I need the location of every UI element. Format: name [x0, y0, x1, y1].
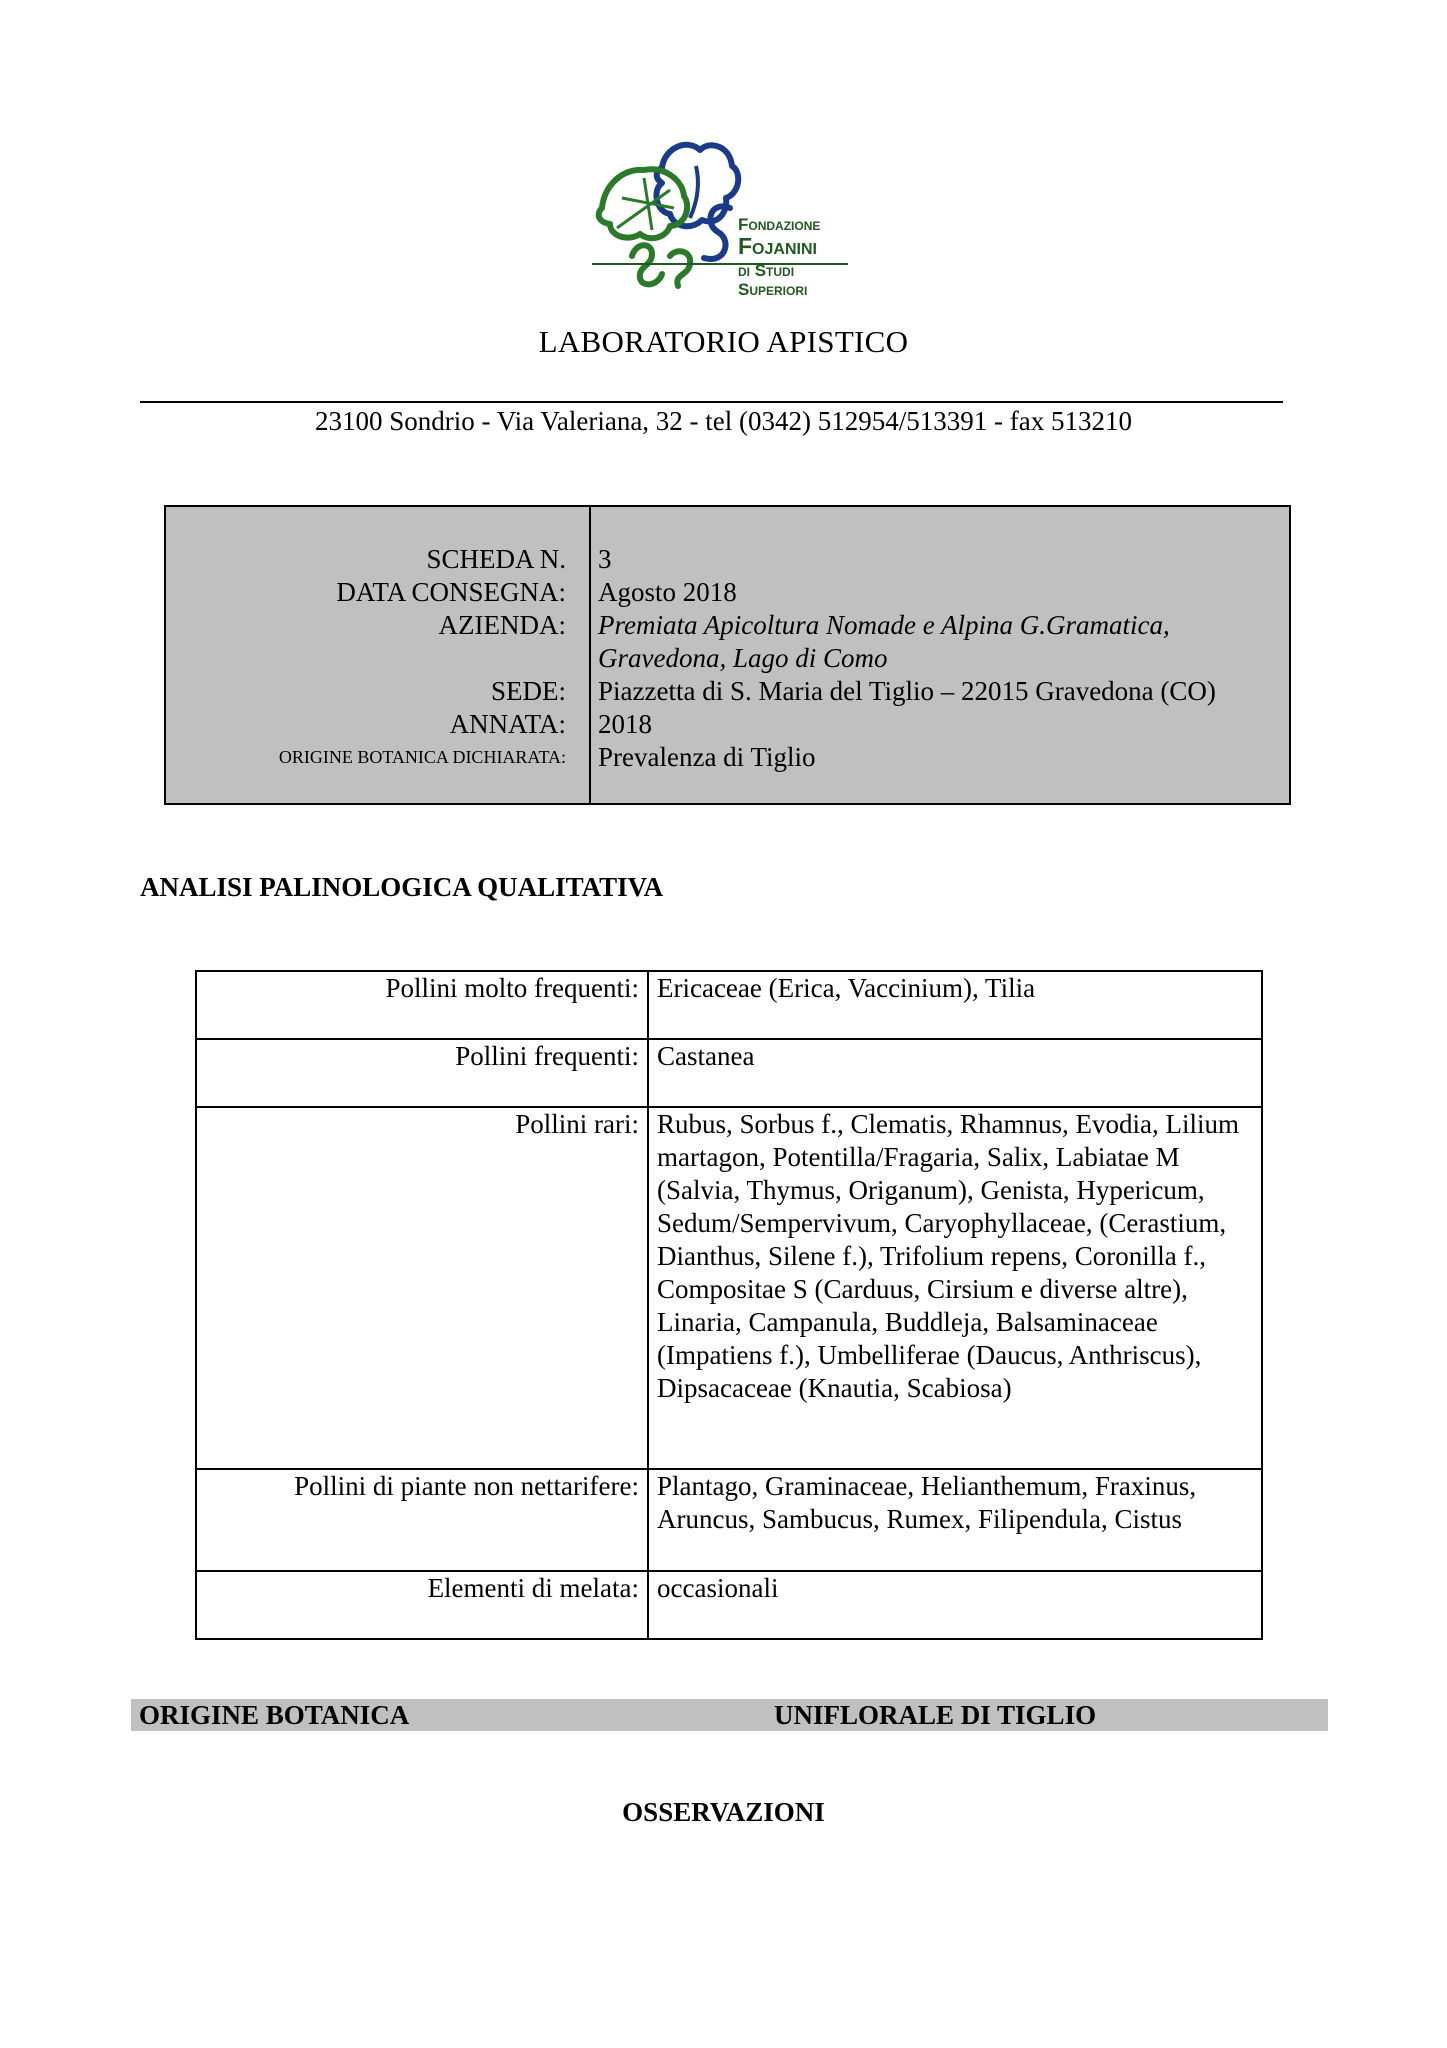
data-consegna-label: DATA CONSEGNA:: [336, 577, 566, 607]
observations-title: OSSERVAZIONI: [622, 1797, 825, 1827]
row-value: Plantago, Graminaceae, Helianthemum, Fraxinus, Aruncus, Sambucus, Rumex, Filipendula, Cistus: [648, 1469, 1262, 1571]
azienda-value-line1: Premiata Apicoltura Nomade e Alpina G.Gramatica,: [598, 610, 1170, 640]
origin-label: ORIGINE BOTANICA: [139, 1700, 410, 1730]
origine-dichiarata-value: Prevalenza di Tiglio: [598, 742, 816, 772]
annata-value: 2018: [598, 709, 652, 739]
table-row: [196, 971, 1262, 1039]
logo-line-4: Superiori: [738, 280, 808, 299]
info-row-sede: [166, 675, 1289, 708]
row-label: Pollini di piante non nettarifere:: [196, 1469, 648, 1571]
info-row-origine: [166, 741, 1289, 774]
table-row: [196, 1469, 1262, 1571]
data-consegna-value: Agosto 2018: [598, 577, 737, 607]
logo-line-1: Fondazione: [738, 215, 821, 234]
row-label: Elementi di melata:: [196, 1571, 648, 1639]
origine-dichiarata-label: ORIGINE BOTANICA DICHIARATA:: [278, 747, 566, 767]
info-row-azienda: [166, 609, 1289, 642]
origin-value: UNIFLORALE DI TIGLIO: [774, 1700, 1097, 1730]
lab-address: 23100 Sondrio - Via Valeriana, 32 - tel (0342) 512954/513391 - fax 513210: [314, 406, 1132, 436]
annata-label: ANNATA:: [449, 709, 566, 739]
scheda-label: SCHEDA N.: [426, 544, 566, 574]
table-row: [196, 1571, 1262, 1639]
lab-title: LABORATORIO APISTICO: [538, 324, 909, 359]
leaf-logo-icon: [592, 138, 742, 298]
botanical-origin-bar: [131, 1699, 1328, 1731]
scheda-value: 3: [598, 544, 612, 574]
pollen-analysis-table: [195, 970, 1263, 1640]
row-label: Pollini frequenti:: [196, 1039, 648, 1107]
row-label: Pollini rari:: [196, 1107, 648, 1469]
row-value: Ericaceae (Erica, Vaccinium), Tilia: [648, 971, 1262, 1039]
row-value: occasionali: [648, 1571, 1262, 1639]
info-row-azienda-cont: [166, 642, 1289, 675]
azienda-value-line2: Gravedona, Lago di Como: [598, 643, 888, 673]
row-value: Castanea: [648, 1039, 1262, 1107]
azienda-label: AZIENDA:: [438, 610, 566, 640]
info-row-scheda: [166, 543, 1289, 576]
foundation-logo: [592, 138, 852, 298]
logo-wordmark: [738, 216, 820, 298]
sede-label: SEDE:: [490, 676, 566, 706]
header-divider: [140, 401, 1283, 403]
logo-line-2: Fojanini: [738, 233, 817, 259]
info-row-data: [166, 576, 1289, 609]
sample-info-box: [164, 505, 1291, 805]
row-value: Rubus, Sorbus f., Clematis, Rhamnus, Evodia, Lilium martagon, Potentilla/Fragaria, Salix, Labiatae M (Salvia, Thymus, Origanum), Genista, Hypericum, Sedum/Sempervivum, Caryophyllaceae, (Cerastium, Dianthus, Silene f.), Trifolium repens, Coronilla f., Compositae S (Carduus, Cirsium e diverse altre), Linaria, Campanula, Buddleja, Balsaminaceae (Impatiens f.), Umbelliferae (Daucus, Anthriscus), Dipsacaceae (Knautia, Scabiosa): [648, 1107, 1262, 1469]
logo-line-3: di Studi: [738, 261, 795, 280]
table-row: [196, 1107, 1262, 1469]
sede-value: Piazzetta di S. Maria del Tiglio – 22015 Gravedona (CO): [598, 676, 1216, 706]
row-label: Pollini molto frequenti:: [196, 971, 648, 1039]
table-row: [196, 1039, 1262, 1107]
info-row-annata: [166, 708, 1289, 741]
analysis-title: ANALISI PALINOLOGICA QUALITATIVA: [140, 872, 664, 902]
